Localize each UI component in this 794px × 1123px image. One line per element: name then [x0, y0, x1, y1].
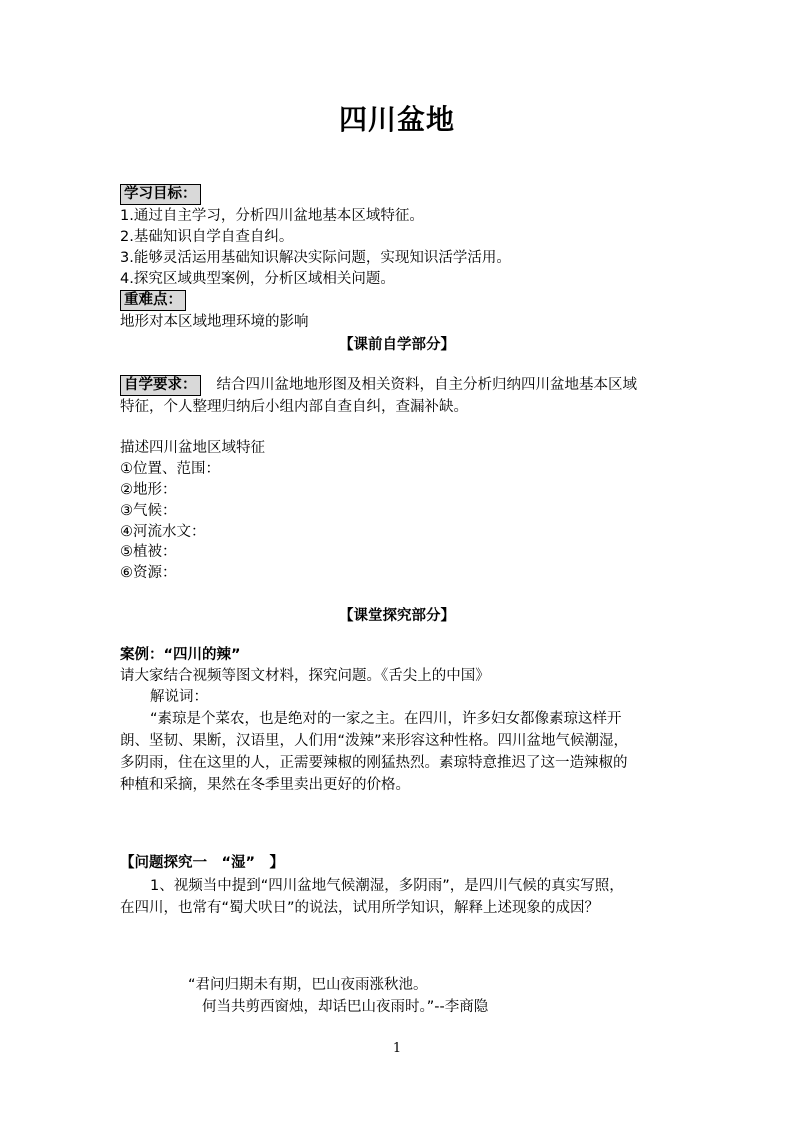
page-title: 四川盆地	[338, 103, 455, 136]
goal-item: 3.能够灵活运用基础知识解决实际问题，实现知识活学活用。	[120, 250, 511, 266]
feature-item-vegetation: ⑤植被：	[120, 544, 177, 560]
requirement-text-line1: 结合四川盆地地形图及相关资料，自主分析归纳四川盆地基本区域	[216, 377, 637, 393]
requirement-label: 自学要求：	[120, 375, 201, 396]
goals-label: 学习目标：	[120, 184, 201, 205]
preclass-heading: 【课前自学部分】	[339, 337, 455, 353]
narration-line: 朗、坚韧、果断，汉语里，人们用“泼辣”来形容这种性格。四川盆地气候潮湿，	[120, 733, 629, 749]
poem-line1: “君问归期未有期，巴山夜雨涨秋池。	[188, 977, 428, 993]
case-intro: 请大家结合视频等图文材料，探究问题。《舌尖上的中国》	[120, 668, 490, 684]
describe-prompt: 描述四川盆地区域特征	[120, 440, 265, 456]
inquiry-question-line2: 在四川，也常有“蜀犬吠日”的说法，试用所学知识，解释上述现象的成因？	[120, 900, 600, 916]
goal-item: 4.探究区域典型案例，分析区域相关问题。	[120, 271, 395, 287]
poem-line2: 何当共剪西窗烛，却话巴山夜雨时。”--李商隐	[202, 999, 489, 1015]
page-number: 1	[392, 1041, 402, 1056]
feature-item-location: ①位置、范围：	[120, 461, 220, 477]
keypoints-label: 重难点：	[120, 290, 186, 311]
feature-item-resources: ⑥资源：	[120, 565, 177, 581]
case-title: 案例：“四川的辣”	[120, 647, 241, 663]
narration-label: 解说词：	[150, 689, 208, 705]
inquiry-heading: 【问题探究一 “湿” 】	[120, 855, 285, 871]
goals-label-row	[120, 184, 201, 205]
self-study-requirement	[120, 375, 637, 396]
narration-line: “素琼是个菜农，也是绝对的一家之主。在四川，许多妇女都像素琼这样开	[150, 711, 622, 727]
keypoints-label-row	[120, 290, 186, 311]
feature-item-hydrology: ④河流水文：	[120, 524, 206, 540]
inclass-heading: 【课堂探究部分】	[339, 608, 455, 624]
keypoints-text: 地形对本区域地理环境的影响	[120, 314, 309, 330]
narration-line: 多阴雨，住在这里的人，正需要辣椒的刚猛热烈。素琼特意推迟了这一造辣椒的	[120, 755, 628, 771]
inquiry-question-line1: 1、视频当中提到“四川盆地气候潮湿，多阴雨”，是四川气候的真实写照，	[150, 878, 624, 894]
feature-item-climate: ③气候：	[120, 503, 177, 519]
narration-line: 种植和采摘，果然在冬季里卖出更好的价格。	[120, 777, 410, 793]
feature-item-terrain: ②地形：	[120, 482, 177, 498]
requirement-text-line2: 特征，个人整理归纳后小组内部自查自纠，查漏补缺。	[120, 399, 468, 415]
goal-item: 1.通过自主学习，分析四川盆地基本区域特征。	[120, 208, 424, 224]
goal-item: 2.基础知识自学自查自纠。	[120, 229, 294, 245]
